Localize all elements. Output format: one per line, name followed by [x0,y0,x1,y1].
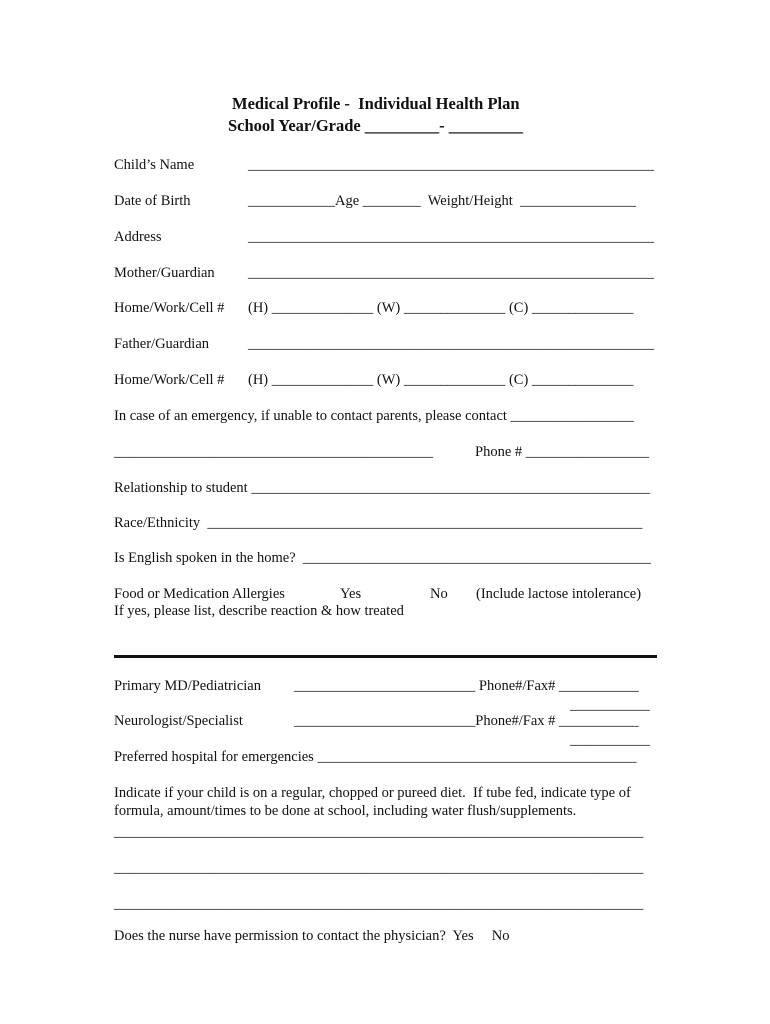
father-guardian-label: Father/Guardian [114,336,210,352]
diet-answer-line-3[interactable]: _________________________________________________________________________ [114,896,644,912]
preferred-hospital-field[interactable]: Preferred hospital for emergencies ____________________________________________ [114,749,637,765]
dob-age-weight-height-field[interactable]: ____________Age ________ Weight/Height ________________ [248,193,637,209]
mother-phones-field[interactable]: (H) ______________ (W) ______________ (C) ______________ [248,300,634,316]
allergies-yes-option[interactable]: Yes [340,586,362,602]
child-name-label: Child’s Name [114,157,195,173]
child-name-field[interactable]: ________________________________________________________ [248,157,654,173]
address-field[interactable]: ________________________________________________________ [248,229,654,245]
diet-instruction-line-1: Indicate if your child is on a regular, chopped or pureed diet. If tube fed, indicate type of [114,785,631,801]
father-guardian-field[interactable]: ________________________________________________________ [248,336,654,352]
english-spoken-field[interactable]: Is English spoken in the home? ________________________________________________ [114,550,651,566]
neurologist-field[interactable]: _________________________Phone#/Fax # ___________ [294,713,639,729]
mother-guardian-label: Mother/Guardian [114,265,215,281]
address-label: Address [114,229,162,245]
mother-phones-label: Home/Work/Cell # [114,300,225,316]
allergies-label: Food or Medication Allergies [114,586,285,602]
emergency-phone-field[interactable]: Phone # _________________ [475,444,649,460]
father-phones-field[interactable]: (H) ______________ (W) ______________ (C) ______________ [248,372,634,388]
page-title: Medical Profile - Individual Health Plan [232,94,520,113]
neurologist-extra-line[interactable]: ___________ [570,732,650,748]
section-divider [114,655,657,658]
neurologist-label: Neurologist/Specialist [114,713,243,729]
allergies-note: (Include lactose intolerance) [476,586,642,602]
allergies-no-option[interactable]: No [430,586,448,602]
nurse-permission-question[interactable]: Does the nurse have permission to contact the physician? Yes No [114,928,510,944]
relationship-field[interactable]: Relationship to student _______________________________________________________ [114,480,651,496]
mother-guardian-field[interactable]: ________________________________________________________ [248,265,654,281]
diet-answer-line-1[interactable]: _________________________________________________________________________ [114,824,644,840]
primary-md-field[interactable]: _________________________ Phone#/Fax# ___________ [294,678,639,694]
race-ethnicity-field[interactable]: Race/Ethnicity ____________________________________________________________ [114,515,643,531]
diet-instruction-line-2: formula, amount/times to be done at school, including water flush/supplements. [114,803,577,819]
father-phones-label: Home/Work/Cell # [114,372,225,388]
school-year-grade: School Year/Grade _________- _________ [228,116,523,135]
allergies-list-instruction: If yes, please list, describe reaction & how treated [114,603,404,619]
date-of-birth-label: Date of Birth [114,193,191,209]
primary-md-extra-line[interactable]: ___________ [570,697,650,713]
primary-md-label: Primary MD/Pediatrician [114,678,261,694]
emergency-contact-field[interactable]: In case of an emergency, if unable to contact parents, please contact _________________ [114,408,634,424]
diet-answer-line-2[interactable]: _________________________________________________________________________ [114,860,644,876]
emergency-contact-name-line[interactable]: ____________________________________________ [114,444,433,460]
